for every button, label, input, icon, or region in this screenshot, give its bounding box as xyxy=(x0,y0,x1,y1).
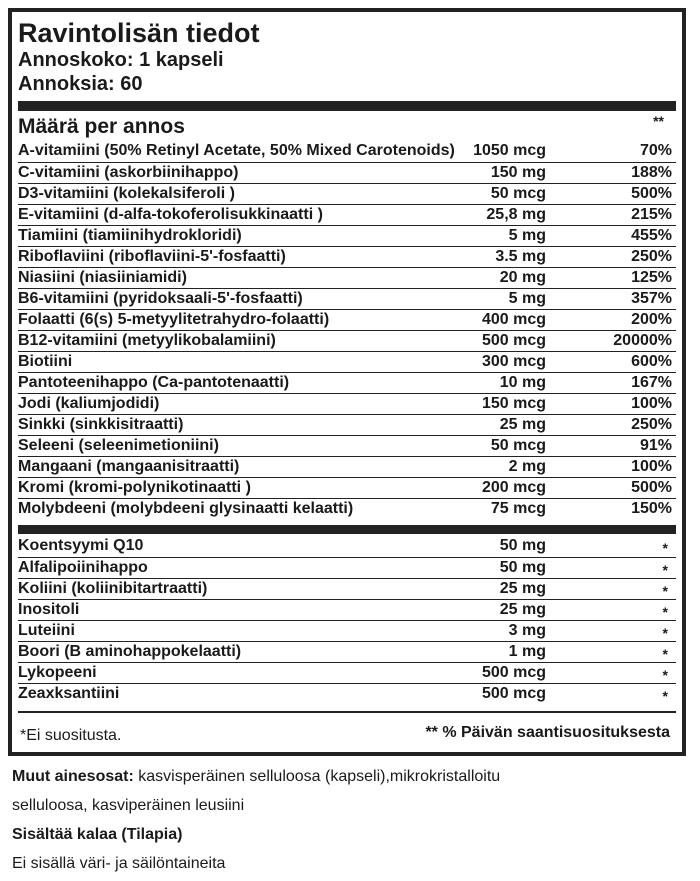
table-row xyxy=(18,414,676,435)
nutrient-daily-value: 455% xyxy=(631,227,672,244)
ingredient-amount: 3 mg xyxy=(508,622,546,639)
ingredient-amount: 25 mg xyxy=(499,601,546,618)
nutrient-name: Folaatti (6(s) 5-metyylitetrahydro-folaatti) xyxy=(18,311,330,328)
ingredient-name: Koentsyymi Q10 xyxy=(18,537,144,554)
nutrient-daily-value: 357% xyxy=(631,290,672,307)
other-ingredients-table xyxy=(18,536,676,704)
nutrient-name: Niasiini (niasiiniamidi) xyxy=(18,269,187,286)
table-row xyxy=(18,330,676,351)
top-divider xyxy=(18,101,676,111)
supplement-facts-panel xyxy=(8,8,686,756)
table-row xyxy=(18,477,676,498)
other-ingredients-label: Muut ainesosat: xyxy=(12,768,134,785)
nutrient-daily-value: 167% xyxy=(631,374,672,391)
table-row xyxy=(18,309,676,330)
table-row xyxy=(18,246,676,267)
nutrient-amount: 20 mg xyxy=(499,269,546,286)
nutrient-amount: 300 mcg xyxy=(481,353,546,370)
table-row xyxy=(18,288,676,309)
ingredient-amount: 500 mcg xyxy=(481,685,546,702)
serving-size: Annoskoko: 1 kapseli xyxy=(18,49,224,71)
nutrient-name: Pantoteenihappo (Ca-pantotenaatti) xyxy=(18,374,290,391)
nutrient-amount: 75 mcg xyxy=(490,500,546,517)
nutrient-name: D3-vitamiini (kolekalsiferoli ) xyxy=(18,185,235,202)
ingredient-name: Zeaxksantiini xyxy=(18,685,120,702)
table-row xyxy=(18,393,676,414)
nutrient-amount: 150 mcg xyxy=(481,395,546,412)
table-row xyxy=(18,204,676,225)
nutrient-name: B12-vitamiini (metyylikobalamiini) xyxy=(18,332,276,349)
nutrient-daily-value: 250% xyxy=(631,248,672,265)
nutrient-amount: 25 mg xyxy=(499,416,546,433)
no-daily-value-marker: * xyxy=(662,667,668,683)
nutrient-daily-value: 215% xyxy=(631,206,672,223)
nutrient-amount: 3.5 mg xyxy=(495,248,546,265)
table-row xyxy=(18,456,676,477)
nutrient-amount: 500 mcg xyxy=(481,332,546,349)
nutrient-name: B6-vitamiini (pyridoksaali-5'-fosfaatti) xyxy=(18,290,303,307)
nutrient-daily-value: 100% xyxy=(631,395,672,412)
nutrient-name: E-vitamiini (d-alfa-tokoferolisukkinaatti ) xyxy=(18,206,323,223)
no-recommendation-footnote: *Ei suositusta. xyxy=(20,727,122,744)
table-row xyxy=(18,372,676,393)
nutrient-name: Seleeni (seleenimetioniini) xyxy=(18,437,219,454)
no-daily-value-marker: * xyxy=(662,646,668,662)
free-of-statement: Ei sisällä väri- ja säilöntaineita xyxy=(12,855,226,872)
nutrient-daily-value: 91% xyxy=(639,437,672,454)
table-row xyxy=(18,162,676,183)
no-daily-value-marker: * xyxy=(662,625,668,641)
table-row xyxy=(18,351,676,372)
nutrient-amount: 2 mg xyxy=(508,458,546,475)
nutrient-name: Sinkki (sinkkisitraatti) xyxy=(18,416,184,433)
panel-title: Ravintolisän tiedot xyxy=(18,18,260,48)
table-row xyxy=(18,578,676,599)
nutrient-daily-value: 188% xyxy=(631,164,672,181)
no-daily-value-marker: * xyxy=(662,688,668,704)
nutrient-name: A-vitamiini (50% Retinyl Acetate, 50% Mixed Carotenoids) xyxy=(18,142,455,159)
table-row xyxy=(18,683,676,704)
nutrient-name: Jodi (kaliumjodidi) xyxy=(18,395,160,412)
nutrient-name: Tiamiini (tiamiinihydrokloridi) xyxy=(18,227,242,244)
table-row xyxy=(18,498,676,519)
table-row xyxy=(18,599,676,620)
footer-divider xyxy=(18,711,676,713)
nutrient-daily-value: 600% xyxy=(631,353,672,370)
nutrient-daily-value: 250% xyxy=(631,416,672,433)
section-divider xyxy=(18,525,676,534)
nutrient-daily-value: 20000% xyxy=(613,332,672,349)
nutrient-amount: 1050 mcg xyxy=(473,142,546,159)
nutrient-table xyxy=(18,141,676,519)
table-row xyxy=(18,183,676,204)
daily-value-footnote: ** % Päivän saantisuosituksesta xyxy=(425,724,670,741)
ingredient-name: Luteiini xyxy=(18,622,75,639)
ingredient-amount: 25 mg xyxy=(499,580,546,597)
table-row xyxy=(18,435,676,456)
table-row xyxy=(18,536,676,557)
nutrient-daily-value: 500% xyxy=(631,185,672,202)
table-row xyxy=(18,620,676,641)
nutrient-amount: 25,8 mg xyxy=(486,206,546,223)
nutrient-name: Biotiini xyxy=(18,353,73,370)
nutrient-amount: 50 mcg xyxy=(490,185,546,202)
table-row xyxy=(18,267,676,288)
nutrient-amount: 10 mg xyxy=(499,374,546,391)
no-daily-value-marker: * xyxy=(662,540,668,556)
nutrient-name: Mangaani (mangaanisitraatti) xyxy=(18,458,240,475)
nutrient-amount: 150 mg xyxy=(490,164,546,181)
table-row xyxy=(18,225,676,246)
nutrient-amount: 5 mg xyxy=(508,290,546,307)
nutrient-daily-value: 500% xyxy=(631,479,672,496)
nutrient-daily-value: 100% xyxy=(631,458,672,475)
amount-per-serving-header: Määrä per annos xyxy=(18,115,185,138)
other-ingredients-text: kasvisperäinen selluloosa (kapseli),mikrokristalloitu xyxy=(133,768,501,785)
ingredient-name: Lykopeeni xyxy=(18,664,97,681)
nutrient-name: Riboflaviini (riboflaviini-5'-fosfaatti) xyxy=(18,248,286,265)
other-ingredients-line xyxy=(12,767,500,787)
no-daily-value-marker: * xyxy=(662,583,668,599)
servings-per-container: Annoksia: 60 xyxy=(18,73,143,95)
nutrient-daily-value: 125% xyxy=(631,269,672,286)
nutrient-daily-value: 200% xyxy=(631,311,672,328)
other-ingredients-continued: selluloosa, kasviperäinen leusiini xyxy=(12,797,245,814)
ingredient-amount: 50 mg xyxy=(499,559,546,576)
nutrient-amount: 5 mg xyxy=(508,227,546,244)
ingredient-amount: 500 mcg xyxy=(481,664,546,681)
nutrient-amount: 400 mcg xyxy=(481,311,546,328)
table-row xyxy=(18,141,676,162)
ingredient-amount: 1 mg xyxy=(508,643,546,660)
table-row xyxy=(18,641,676,662)
allergen-statement: Sisältää kalaa (Tilapia) xyxy=(12,826,183,843)
ingredient-name: Alfalipoiinihappo xyxy=(18,559,148,576)
ingredient-amount: 50 mg xyxy=(499,537,546,554)
no-daily-value-marker: * xyxy=(662,604,668,620)
ingredient-name: Boori (B aminohappokelaatti) xyxy=(18,643,242,660)
ingredient-name: Koliini (koliinibitartraatti) xyxy=(18,580,208,597)
nutrient-daily-value: 150% xyxy=(631,500,672,517)
nutrient-daily-value: 70% xyxy=(639,142,672,159)
ingredient-name: Inositoli xyxy=(18,601,80,618)
nutrient-name: Molybdeeni (molybdeeni glysinaatti kelaatti) xyxy=(18,500,354,517)
nutrient-name: Kromi (kromi-polynikotinaatti ) xyxy=(18,479,251,496)
daily-value-header: ** xyxy=(653,113,664,129)
nutrient-name: C-vitamiini (askorbiinihappo) xyxy=(18,164,239,181)
table-row xyxy=(18,557,676,578)
table-row xyxy=(18,662,676,683)
nutrient-amount: 50 mcg xyxy=(490,437,546,454)
nutrient-amount: 200 mcg xyxy=(481,479,546,496)
no-daily-value-marker: * xyxy=(662,562,668,578)
